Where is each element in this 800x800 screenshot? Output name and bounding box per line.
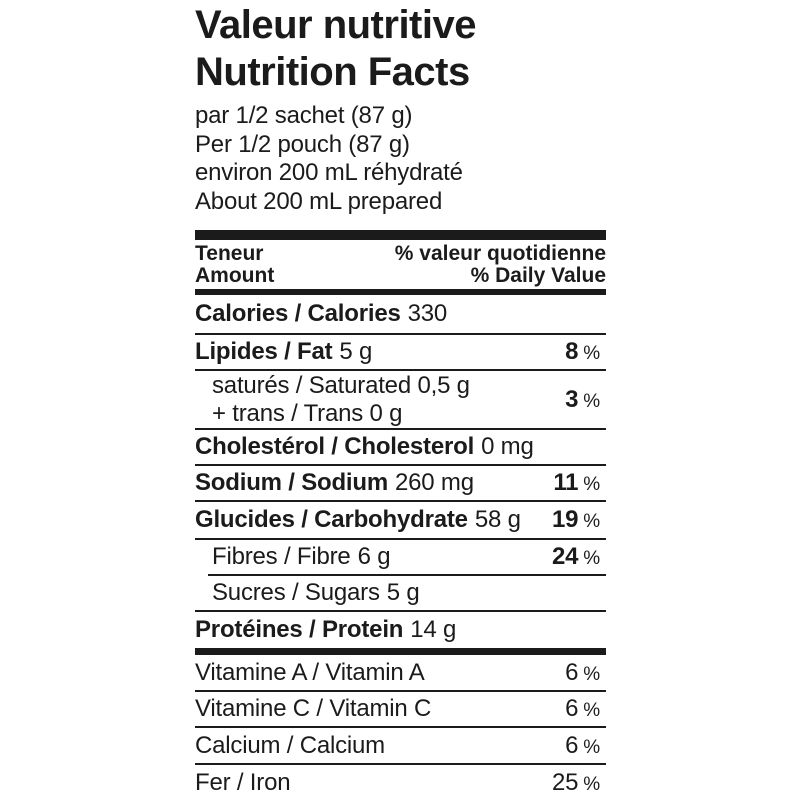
- header-amount-en: Amount: [195, 264, 275, 287]
- header-row-en: [195, 265, 606, 287]
- row-iron: [195, 763, 606, 800]
- iron-label: Fer / Iron: [195, 768, 291, 796]
- carbohydrate-label: Glucides / Carbohydrate 58 g: [195, 506, 521, 533]
- saturated-line: saturés / Saturated 0,5 g: [212, 371, 470, 399]
- label-title: [195, 2, 606, 96]
- row-saturated-trans: [195, 369, 606, 428]
- fibre-label: Fibres / Fibre 6 g: [212, 543, 391, 570]
- title-french: Valeur nutritive: [195, 3, 476, 47]
- serving-info: [195, 102, 606, 216]
- row-sugars: [195, 576, 606, 610]
- carbohydrate-daily-value: 19 %: [552, 506, 600, 533]
- protein-label: Protéines / Protein 14 g: [195, 616, 457, 643]
- header-dv-fr: % valeur quotidienne: [394, 242, 606, 265]
- label-body: [195, 0, 606, 800]
- header-dv-en: % Daily Value: [470, 264, 606, 287]
- row-cholesterol: [195, 428, 606, 464]
- row-vitamin-c: [195, 690, 606, 726]
- sodium-daily-value: 11 %: [553, 469, 600, 496]
- vitamin-c-daily-value: 6 %: [565, 695, 600, 722]
- row-fat: [195, 333, 606, 369]
- title-english: Nutrition Facts: [195, 50, 470, 94]
- prepared-line-en: About 200 mL prepared: [195, 187, 443, 215]
- sodium-label: Sodium / Sodium 260 mg: [195, 469, 474, 496]
- sugars-label: Sucres / Sugars 5 g: [212, 579, 420, 606]
- trans-line: + trans / Trans 0 g: [212, 399, 403, 427]
- divider-micronutrients: [195, 648, 606, 655]
- row-protein: [195, 610, 606, 648]
- fat-daily-value: 8 %: [565, 338, 600, 365]
- header-row-fr: [195, 243, 606, 265]
- iron-daily-value: 25 %: [552, 768, 600, 796]
- vitamin-a-label: Vitamine A / Vitamin A: [195, 658, 425, 686]
- row-sodium: [195, 464, 606, 500]
- saturated-trans-label: [195, 372, 470, 428]
- saturated-daily-value: 3 %: [565, 385, 600, 413]
- vitamin-a-daily-value: 6 %: [565, 658, 600, 686]
- table-header: [195, 240, 606, 289]
- vitamin-c-label: Vitamine C / Vitamin C: [195, 695, 432, 722]
- serving-line-en: Per 1/2 pouch (87 g): [195, 130, 410, 158]
- row-calcium: [195, 726, 606, 763]
- calcium-daily-value: 6 %: [565, 731, 600, 759]
- prepared-line-fr: environ 200 mL réhydraté: [195, 159, 463, 186]
- row-carbohydrate: [195, 500, 606, 538]
- fat-label: Lipides / Fat 5 g: [195, 338, 373, 365]
- row-calories: [195, 295, 606, 333]
- header-amount-fr: Teneur: [195, 242, 264, 265]
- calories-label: Calories / Calories 330: [195, 300, 448, 327]
- row-vitamin-a: [195, 655, 606, 690]
- row-fibre: [195, 538, 606, 574]
- serving-line-fr: par 1/2 sachet (87 g): [195, 102, 413, 129]
- cholesterol-label: Cholestérol / Cholesterol 0 mg: [195, 433, 534, 460]
- calcium-label: Calcium / Calcium: [195, 731, 385, 759]
- divider-top-thick: [195, 230, 606, 240]
- fibre-daily-value: 24 %: [552, 543, 600, 570]
